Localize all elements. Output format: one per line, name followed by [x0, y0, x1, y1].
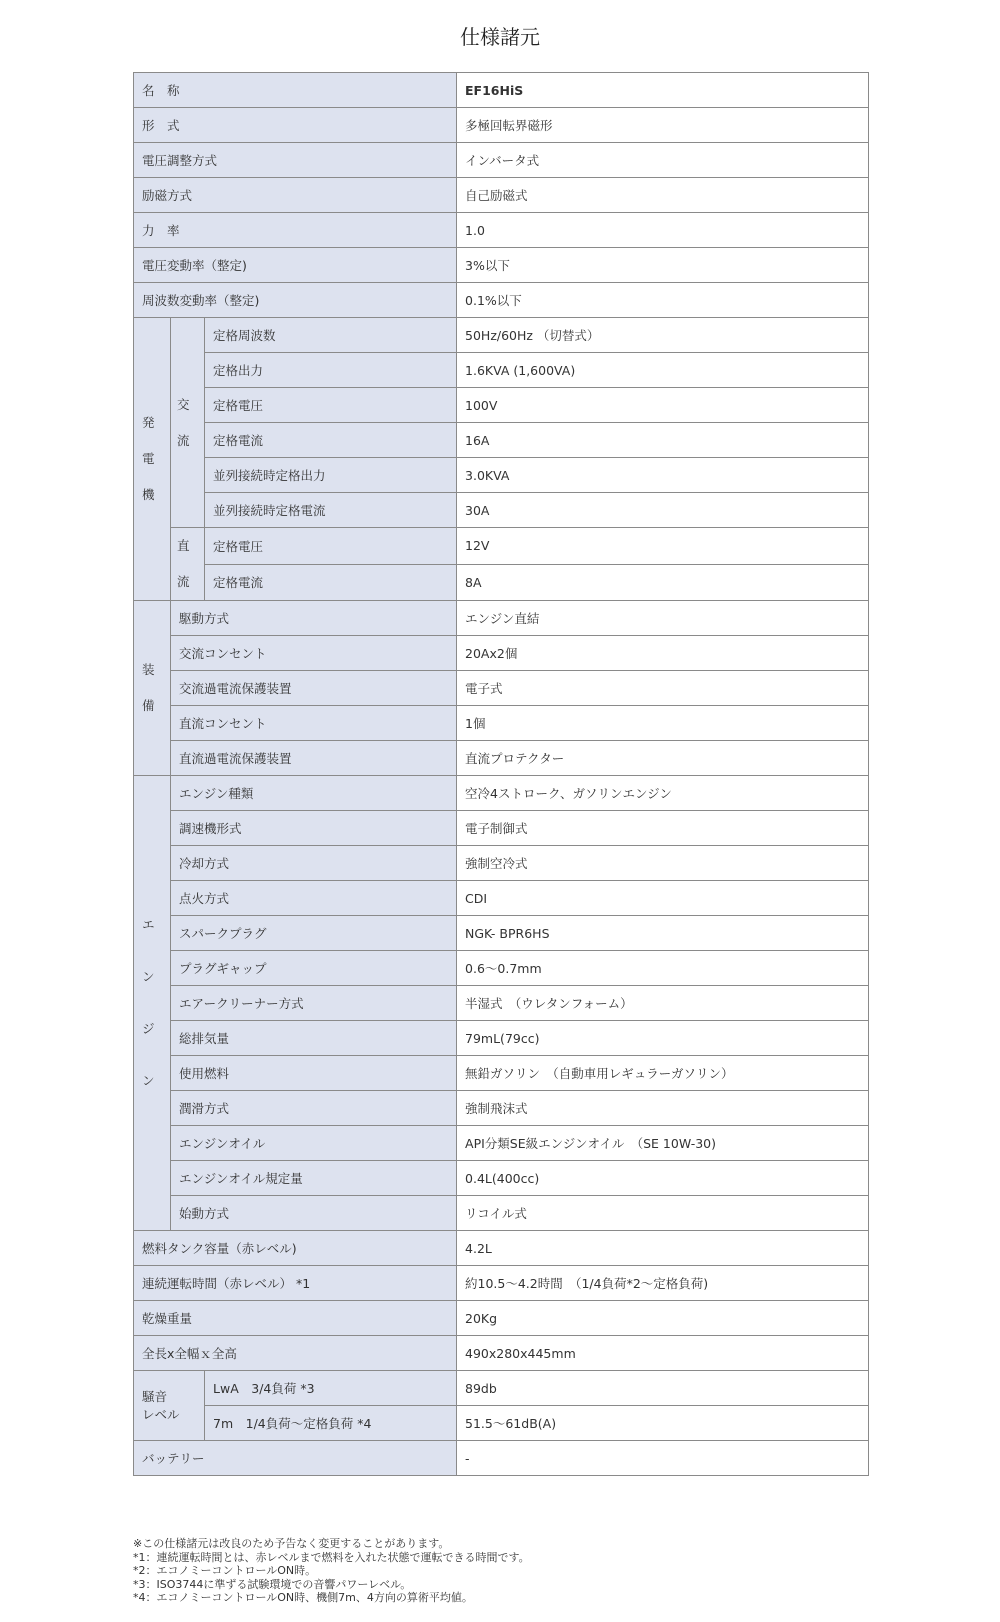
spec-table — [133, 72, 869, 1476]
spec-row-generator — [134, 388, 869, 423]
spec-label: 定格電圧 — [205, 528, 457, 565]
spec-label: エンジンオイル — [171, 1126, 457, 1161]
spec-value: API分類SE級エンジンオイル （SE 10W-30) — [457, 1126, 869, 1161]
spec-value: 半湿式 （ウレタンフォーム） — [457, 986, 869, 1021]
spec-label: 周波数変動率（整定) — [134, 283, 457, 318]
dc-group-label: 直 流 — [171, 528, 205, 601]
spec-row-engine — [134, 846, 869, 881]
spec-row-dry-weight — [134, 1301, 869, 1336]
spec-label: 使用燃料 — [171, 1056, 457, 1091]
spec-value: - — [457, 1441, 869, 1476]
spec-value: 直流プロテクター — [457, 741, 869, 776]
spec-value: 3.0KVA — [457, 458, 869, 493]
footnote: ※この仕様諸元は改良のため予告なく変更することがあります。 — [133, 1537, 450, 1550]
spec-label: 定格周波数 — [205, 318, 457, 353]
footnote: *4：エコノミーコントロールON時、機側7m、4方向の算術平均値。 — [133, 1591, 473, 1604]
spec-row-equipment — [134, 636, 869, 671]
spec-label: 潤滑方式 — [171, 1091, 457, 1126]
spec-value: NGK- BPR6HS — [457, 916, 869, 951]
spec-label: 定格電流 — [205, 423, 457, 458]
spec-row-generator — [134, 423, 869, 458]
spec-row-engine — [134, 1091, 869, 1126]
spec-row-name — [134, 73, 869, 108]
spec-label: 定格電流 — [205, 564, 457, 601]
spec-value: 強制空冷式 — [457, 846, 869, 881]
spec-value: エンジン直結 — [457, 601, 869, 636]
spec-label: 力 率 — [134, 213, 457, 248]
spec-value: 490x280x445mm — [457, 1336, 869, 1371]
spec-row-power-factor — [134, 213, 869, 248]
spec-value: 89db — [457, 1371, 869, 1406]
spec-value: 1個 — [457, 706, 869, 741]
spec-label: 冷却方式 — [171, 846, 457, 881]
spec-row-equipment — [134, 671, 869, 706]
generator-group-label: 発 電 機 — [134, 318, 171, 601]
engine-group-label: エ ン ジ ン — [134, 776, 171, 1231]
spec-label: 点火方式 — [171, 881, 457, 916]
spec-label: エンジンオイル規定量 — [171, 1161, 457, 1196]
spec-value: 100V — [457, 388, 869, 423]
spec-label: LwA 3/4負荷 *3 — [205, 1371, 457, 1406]
spec-value: 8A — [457, 564, 869, 601]
spec-row-generator — [134, 458, 869, 493]
spec-value: EF16HiS — [457, 73, 869, 108]
spec-value: 電子制御式 — [457, 811, 869, 846]
spec-value: 79mL(79cc) — [457, 1021, 869, 1056]
spec-value: 16A — [457, 423, 869, 458]
spec-value: 無鉛ガソリン （自動車用レギュラーガソリン） — [457, 1056, 869, 1091]
spec-row-voltage-variation — [134, 248, 869, 283]
spec-row-voltage-adjustment — [134, 143, 869, 178]
spec-value: 4.2L — [457, 1231, 869, 1266]
spec-row-equipment — [134, 741, 869, 776]
spec-label: 形 式 — [134, 108, 457, 143]
equipment-group-label: 装 備 — [134, 601, 171, 776]
footnote: *2：エコノミーコントロールON時。 — [133, 1564, 317, 1577]
spec-label: 調速機形式 — [171, 811, 457, 846]
spec-row-excitation — [134, 178, 869, 213]
spec-row-generator — [134, 353, 869, 388]
spec-row-equipment — [134, 706, 869, 741]
spec-row-noise — [134, 1371, 869, 1406]
spec-label: 並列接続時定格電流 — [205, 493, 457, 528]
spec-value: 0.1%以下 — [457, 283, 869, 318]
noise-group-label: 騒音 レベル — [134, 1371, 205, 1441]
page-title: 仕様諸元 — [460, 25, 540, 49]
spec-value: 1.0 — [457, 213, 869, 248]
spec-row-dimensions — [134, 1336, 869, 1371]
spec-row-engine — [134, 951, 869, 986]
spec-label: 乾燥重量 — [134, 1301, 457, 1336]
footnote: *3：ISO3744に準ずる試験環境での音響パワーレベル。 — [133, 1577, 412, 1591]
spec-row-generator — [134, 318, 869, 353]
spec-label: プラグギャップ — [171, 951, 457, 986]
spec-row-engine — [134, 1126, 869, 1161]
spec-row-frequency-variation — [134, 283, 869, 318]
spec-label: 並列接続時定格出力 — [205, 458, 457, 493]
spec-row-fuel-tank — [134, 1231, 869, 1266]
spec-row-engine — [134, 916, 869, 951]
spec-row-run-time — [134, 1266, 869, 1301]
spec-label: 始動方式 — [171, 1196, 457, 1231]
spec-row-engine — [134, 1161, 869, 1196]
spec-value: 30A — [457, 493, 869, 528]
spec-value: リコイル式 — [457, 1196, 869, 1231]
spec-row-generator — [134, 564, 869, 601]
spec-label: 交流過電流保護装置 — [171, 671, 457, 706]
spec-label: 直流過電流保護装置 — [171, 741, 457, 776]
spec-value: 多極回転界磁形 — [457, 108, 869, 143]
spec-row-engine — [134, 776, 869, 811]
spec-value: 12V — [457, 528, 869, 565]
spec-value: 50Hz/60Hz （切替式） — [457, 318, 869, 353]
spec-label: エンジン種類 — [171, 776, 457, 811]
spec-value: 1.6KVA (1,600VA) — [457, 353, 869, 388]
spec-label: 交流コンセント — [171, 636, 457, 671]
footnotes — [133, 1537, 530, 1605]
spec-row-engine — [134, 1196, 869, 1231]
spec-value: CDI — [457, 881, 869, 916]
spec-label: 7m 1/4負荷～定格負荷 *4 — [205, 1406, 457, 1441]
spec-value: 0.6～0.7mm — [457, 951, 869, 986]
spec-row-noise — [134, 1406, 869, 1441]
spec-row-equipment — [134, 601, 869, 636]
spec-row-type — [134, 108, 869, 143]
spec-label: エアークリーナー方式 — [171, 986, 457, 1021]
spec-row-engine — [134, 811, 869, 846]
spec-label: 駆動方式 — [171, 601, 457, 636]
spec-label: 全長x全幅ｘ全高 — [134, 1336, 457, 1371]
ac-group-label: 交 流 — [171, 318, 205, 528]
spec-value: 0.4L(400cc) — [457, 1161, 869, 1196]
spec-value: 20Kg — [457, 1301, 869, 1336]
spec-value: 51.5～61dB(A) — [457, 1406, 869, 1441]
spec-row-engine — [134, 881, 869, 916]
spec-label: 連続運転時間（赤レベル） *1 — [134, 1266, 457, 1301]
spec-value: 20Ax2個 — [457, 636, 869, 671]
footnote: *1：連続運転時間とは、赤レベルまで燃料を入れた状態で運転できる時間です。 — [133, 1550, 530, 1564]
spec-value: 3%以下 — [457, 248, 869, 283]
spec-value: インバータ式 — [457, 143, 869, 178]
spec-row-engine — [134, 986, 869, 1021]
spec-label: 名 称 — [134, 73, 457, 108]
spec-label: 電圧調整方式 — [134, 143, 457, 178]
spec-label: 直流コンセント — [171, 706, 457, 741]
spec-value: 空冷4ストローク、ガソリンエンジン — [457, 776, 869, 811]
spec-label: スパークプラグ — [171, 916, 457, 951]
spec-value: 自己励磁式 — [457, 178, 869, 213]
spec-label: 総排気量 — [171, 1021, 457, 1056]
spec-label: 定格出力 — [205, 353, 457, 388]
spec-label: 燃料タンク容量（赤レベル) — [134, 1231, 457, 1266]
spec-row-engine — [134, 1021, 869, 1056]
spec-row-battery — [134, 1441, 869, 1476]
spec-label: 定格電圧 — [205, 388, 457, 423]
spec-label: 励磁方式 — [134, 178, 457, 213]
spec-row-generator — [134, 493, 869, 528]
spec-value: 強制飛沫式 — [457, 1091, 869, 1126]
spec-label: 電圧変動率（整定) — [134, 248, 457, 283]
spec-row-generator — [134, 528, 869, 565]
spec-value: 電子式 — [457, 671, 869, 706]
spec-row-engine — [134, 1056, 869, 1091]
spec-value: 約10.5～4.2時間 （1/4負荷*2～定格負荷) — [457, 1266, 869, 1301]
spec-label: バッテリー — [134, 1441, 457, 1476]
